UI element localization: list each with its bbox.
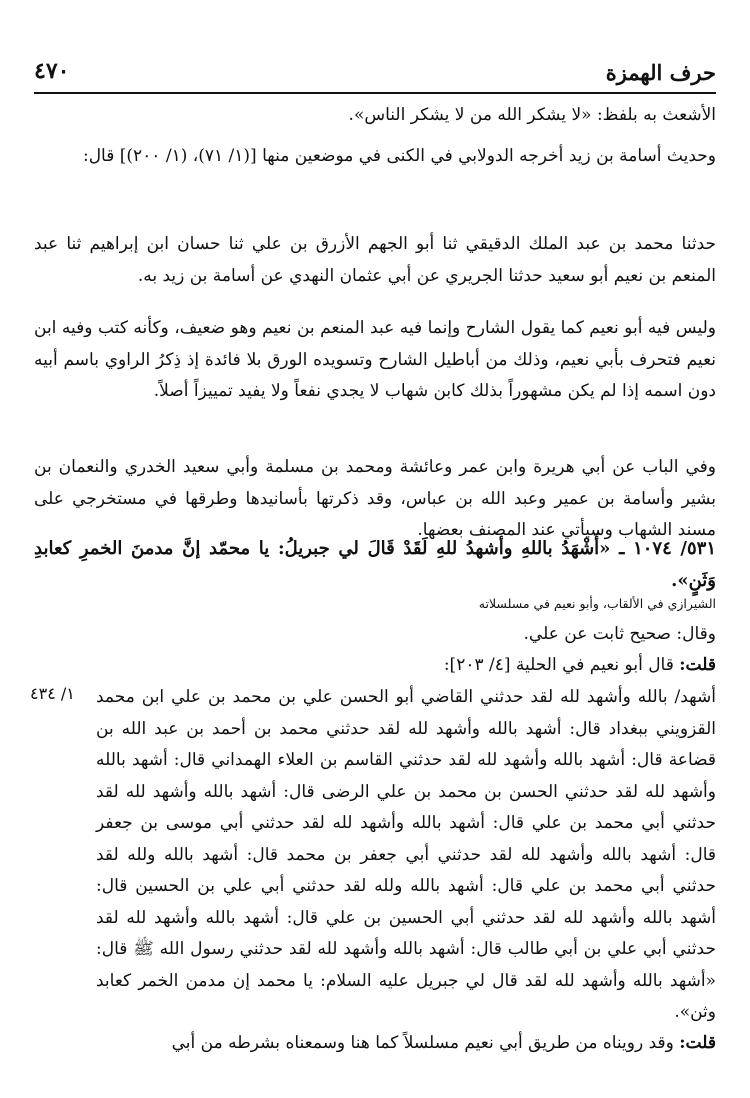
paragraph-1: الأشعث به بلفظ: «لا يشكر الله من لا يشكر الناس». <box>348 105 716 125</box>
page-number: ٤٧٠ <box>34 58 70 84</box>
final-label: قلت: <box>679 1033 716 1053</box>
paragraph-2: وحديث أسامة بن زيد أخرجه الدولابي في الكنى في موضعين منها [(١/ ٧١)، (١/ ٢٠٠)] قال: <box>82 146 716 166</box>
comment-label: قلت: <box>679 655 716 675</box>
margin-reference: ١/ ٤٣٤ <box>30 684 75 703</box>
isnad-text: أشهد/ بالله وأشهد لله لقد حدثني القاضي أبو الحسن علي بن محمد بن علي ابن محمد القزويني ببغداد قال: أشهد بالله وأشهد لله لقد حدثني محمد بن أحمد بن عبد الله بن قضاعة قال: أشهد بالله وأشهد لله لقد حدثني القاسم بن العلاء الهمداني قال: أشهد بالله وأشهد لله لقد حدثني الحسن بن محمد بن علي الرضى قال: أشهد بالله وأشهد لله لقد حدثني أبي محمد بن علي قال: أشهد بالله وأشهد لله لقد حدثني أبي موسى بن جعفر قال: أشهد بالله وأشهد لله لقد حدثني أبي جعفر بن محمد قال: أشهد بالله ولله لقد حدثني أبي محمد بن علي قال: أشهد بالله ولله لقد حدثني أبي علي بن الحسين قال: أشهد بالله وأشهد لله لقد حدثني أبي الحسين بن علي قال: أشهد بالله وأشهد لله لقد حدثني أبي علي بن أبي طالب قال: أشهد بالله وأشهد لله لقد حدثني رسول الله ﷺ قال: «أشهد بالله وأشهد لله لقد قال لي جبريل عليه السلام: يا محمد إن مدمن الخمر كعابد وثن». <box>96 687 716 1022</box>
paragraph-3: حدثنا محمد بن عبد الملك الدقيقي ثنا أبو الجهم الأزرق بن علي ثنا حسان ابن إبراهيم ثنا عبد المنعم بن نعيم أبو سعيد حدثنا الجريري عن أبي عثمان النهدي عن أسامة بن زيد به. <box>34 234 716 286</box>
source-line: الشيرازي في الألقاب، وأبو نعيم في مسلسلاته <box>478 596 716 611</box>
hadith-text: ٥٣١/ ١٠٧٤ ـ «أَشْهَدُ باللهِ وأشهدُ للهِ لَقَدْ قَالَ لي جبريلُ: يا محمّد إنَّ مدمنَ الخمرِ كعابدِ وَثَنٍ». <box>34 538 716 591</box>
final-text: وقد رويناه من طريق أبي نعيم مسلسلاً كما هنا وسمعناه بشرطه من أبي <box>171 1033 674 1053</box>
comment-text: قال أبو نعيم في الحلية [٤/ ٢٠٣]: <box>443 655 674 675</box>
paragraph-5: وفي الباب عن أبي هريرة وابن عمر وعائشة ومحمد بن مسلمة وأبي سعيد الخدري والنعمان بن بشير وأسامة بن عمير وعبد الله بن عباس، وقد ذكرتها بأسانيدها وطرقها في مستخرجي على مسند الشهاب وسيأتي عند المصنف بعضها. <box>34 457 716 540</box>
paragraph-4: وليس فيه أبو نعيم كما يقول الشارح وإنما فيه عبد المنعم بن نعيم وهو ضعيف، وكأنه كتب وفيه ابن نعيم فتحرف بأبي نعيم، وذلك من أباطيل الشارح وتسويده الورق بلا فائدة إذ ذِكرُ الراوي باسم أبيه دون اسمه إذا لم يكن مشهوراً بذلك كابن شهاب لا يجدي نفعاً ولا يفيد تمييزاً أصلاً. <box>34 318 716 401</box>
final-line <box>34 1028 716 1060</box>
comment-line-1: وقال: صحيح ثابت عن علي. <box>523 624 716 644</box>
page-header <box>34 52 716 94</box>
comment-line-2 <box>34 650 716 682</box>
chapter-title: حرف الهمزة <box>605 60 716 85</box>
